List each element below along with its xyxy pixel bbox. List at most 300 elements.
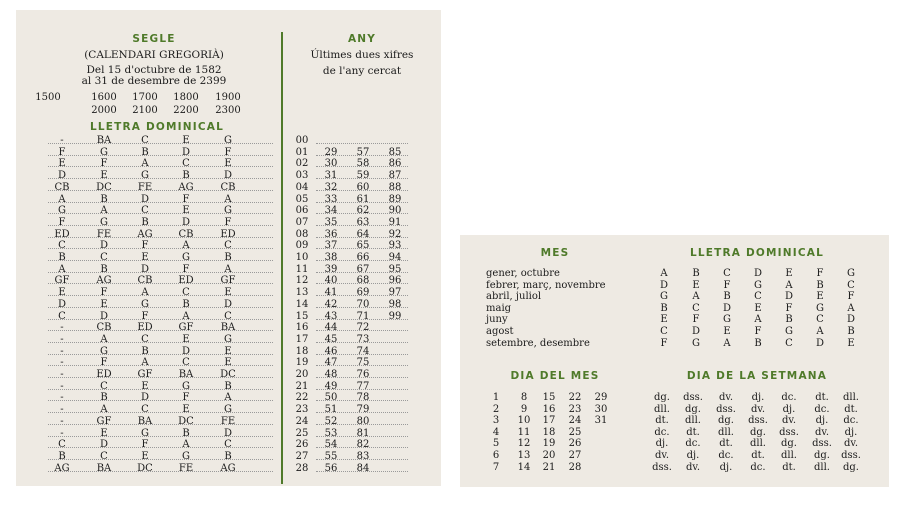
dominical-letter: D [57, 170, 67, 182]
year-digits: 82 [356, 439, 370, 451]
century-label: 1600 [91, 92, 117, 103]
dotted-guide [48, 424, 273, 425]
year-digits: 49 [324, 380, 338, 392]
year-digits: 05 [295, 193, 309, 205]
dominical-letter: - [60, 322, 64, 334]
year-digits: 72 [356, 322, 370, 334]
year-digits: 25 [295, 427, 309, 439]
dominical-letter: A [141, 158, 149, 170]
dominical-letter: D [181, 146, 191, 158]
table-row [16, 451, 441, 463]
dominical-letter: E [141, 380, 149, 392]
year-digits: 58 [356, 158, 370, 170]
year-digits: 59 [356, 170, 370, 182]
year-digits: 81 [356, 427, 370, 439]
dotted-guide [48, 272, 273, 273]
dominical-letter: GF [96, 415, 112, 427]
month-dominical-letter: G [754, 279, 762, 291]
dominical-letter: BA [96, 135, 112, 146]
table-row [16, 217, 441, 229]
dominical-letter: D [57, 298, 67, 310]
dominical-letter: E [224, 158, 232, 170]
year-digits: 28 [295, 462, 309, 474]
day-number: 21 [542, 461, 556, 473]
year-digits: 54 [324, 439, 338, 451]
month-dominical-letter: E [847, 337, 855, 349]
year-digits: 57 [356, 146, 370, 158]
day-row [460, 427, 889, 439]
month-dominical-letter: D [753, 268, 763, 279]
dominical-letter: E [182, 205, 190, 217]
dominical-letter: AG [137, 228, 153, 240]
month-dominical-letter: A [723, 337, 731, 349]
dominical-letter: C [141, 135, 149, 146]
year-digits: 19 [295, 357, 309, 369]
dominical-letter: F [141, 310, 149, 322]
month-dominical-letter: D [846, 314, 856, 326]
dominical-letter: G [182, 252, 190, 263]
year-digits: 31 [324, 170, 338, 182]
dominical-letter: D [99, 439, 109, 451]
month-dominical-letter: G [660, 291, 668, 303]
weekday-abbr: dc. [843, 415, 859, 427]
dotted-guide [48, 260, 273, 261]
month-dominical-letter: F [723, 279, 731, 291]
year-digits: 55 [324, 450, 338, 462]
dominical-letter: E [58, 287, 66, 299]
month-dominical-letter: E [754, 302, 762, 314]
day-number: 28 [568, 461, 582, 473]
dominical-letter: - [60, 415, 64, 427]
day-number: 26 [568, 438, 582, 450]
year-digits: 56 [324, 462, 338, 474]
day-row [460, 404, 889, 416]
table-row [16, 369, 441, 381]
year-digits: 09 [295, 240, 309, 252]
weekday-abbr: dj. [782, 403, 796, 415]
year-digits: 88 [388, 181, 402, 193]
month-name: juny [486, 314, 508, 326]
dominical-letter: E [224, 287, 232, 299]
day-number: 24 [568, 415, 582, 427]
table-row [16, 299, 441, 311]
month-dominical-letter: C [660, 326, 668, 337]
weekday-abbr: dt. [815, 392, 829, 403]
month-dominical-letter: D [722, 302, 732, 314]
dominical-letter: C [58, 310, 66, 322]
year-digits: 11 [295, 263, 309, 275]
month-dominical-letter: E [785, 268, 793, 279]
dominical-letter: ED [54, 228, 70, 240]
day-number: 20 [542, 450, 556, 461]
dominical-letter: B [58, 450, 66, 462]
lletra-dominical-header: LLETRA DOMINICAL [90, 121, 224, 133]
dominical-letter: - [60, 427, 64, 439]
month-dominical-letter: E [660, 314, 668, 326]
dominical-letter: F [141, 439, 149, 451]
month-dominical-letter: B [723, 291, 731, 303]
dominical-letter: G [58, 205, 66, 217]
dominical-letter: AG [96, 275, 112, 287]
year-digits: 39 [324, 263, 338, 275]
day-number: 7 [492, 461, 500, 473]
year-digits: 87 [388, 170, 402, 182]
day-number: 10 [517, 415, 531, 427]
year-digits: 71 [356, 310, 370, 322]
year-digits: 38 [324, 252, 338, 263]
month-name: setembre, desembre [486, 337, 590, 349]
day-number: 1 [492, 392, 500, 403]
month-dominical-letter: D [815, 337, 825, 349]
dotted-guide [48, 330, 273, 331]
right-lletra-dominical-header: LLETRA DOMINICAL [690, 247, 824, 259]
dominical-letter: E [100, 170, 108, 182]
year-digits: 75 [356, 357, 370, 369]
year-digits: 48 [324, 369, 338, 380]
month-dominical-letter: B [660, 302, 668, 314]
dotted-guide [48, 377, 273, 378]
dominical-letter: FE [220, 415, 236, 427]
dotted-guide [48, 471, 273, 472]
dominical-letter: ED [137, 322, 153, 334]
dominical-letter: C [182, 287, 190, 299]
year-digits: 36 [324, 228, 338, 240]
weekday-abbr: dt. [844, 403, 858, 415]
month-dominical-letter: G [723, 314, 731, 326]
segle-header: SEGLE [132, 33, 176, 45]
dominical-letter: FE [96, 228, 112, 240]
dominical-letter: C [224, 310, 232, 322]
weekday-abbr: dss. [748, 415, 768, 427]
year-digits: 02 [295, 158, 309, 170]
dominical-letter: F [58, 216, 66, 228]
day-number: 2 [492, 403, 500, 415]
weekday-abbr: dc. [814, 403, 830, 415]
year-digits: 30 [324, 158, 338, 170]
day-number: 12 [517, 438, 531, 450]
weekday-abbr: dt. [655, 415, 669, 427]
year-digits: 35 [324, 216, 338, 228]
dotted-guide [48, 365, 273, 366]
dotted-guide [48, 459, 273, 460]
year-digits: 95 [388, 263, 402, 275]
table-row [16, 287, 441, 299]
year-digits: 16 [295, 322, 309, 334]
dominical-letter: A [58, 193, 66, 205]
weekday-abbr: dv. [781, 415, 797, 427]
year-digits: 33 [324, 193, 338, 205]
weekday-abbr: dll. [814, 461, 830, 473]
table-row [16, 392, 441, 404]
month-dominical-letter: E [723, 326, 731, 337]
dominical-letter: F [182, 193, 190, 205]
dominical-letter: CB [54, 181, 70, 193]
year-digits: 93 [388, 240, 402, 252]
month-dominical-letter: F [847, 291, 855, 303]
dominical-letter: E [58, 158, 66, 170]
day-number: 25 [568, 426, 582, 438]
dominical-letter: B [141, 146, 149, 158]
dominical-letter: AG [54, 462, 70, 474]
weekday-abbr: dj. [844, 426, 858, 438]
year-digits: 97 [388, 287, 402, 299]
year-digits: 23 [295, 404, 309, 416]
dominical-letter: E [182, 333, 190, 345]
year-digits: 83 [356, 450, 370, 462]
month-dominical-letter: D [784, 291, 794, 303]
weekday-abbr: dv. [654, 450, 670, 461]
table-row [16, 311, 441, 323]
dominical-letter: CB [220, 181, 236, 193]
weekday-abbr: dll. [718, 426, 734, 438]
weekday-abbr: dg. [814, 450, 830, 461]
dotted-guide [48, 412, 273, 413]
month-dominical-letter: C [754, 291, 762, 303]
dominical-letter: AG [220, 462, 236, 474]
month-dominical-letter: F [816, 268, 824, 279]
dominical-letter: GF [54, 275, 70, 287]
dotted-guide [48, 319, 273, 320]
mes-header: MES [540, 247, 570, 259]
table-row [16, 240, 441, 252]
dominical-letter: C [182, 357, 190, 369]
year-digits: 78 [356, 392, 370, 404]
dominical-letter: G [224, 404, 232, 416]
year-digits: 62 [356, 205, 370, 217]
weekday-abbr: dg. [718, 415, 734, 427]
month-dominical-letter: C [692, 302, 700, 314]
century-label: 2300 [215, 105, 241, 116]
year-digits: 99 [388, 310, 402, 322]
dominical-letter: - [60, 392, 64, 404]
dominical-letter: F [224, 146, 232, 158]
month-dominical-letter: D [659, 279, 669, 291]
dominical-letter: D [223, 170, 233, 182]
year-digits: 34 [324, 205, 338, 217]
table-row [16, 147, 441, 159]
dominical-letter: A [224, 392, 232, 404]
month-row [460, 338, 889, 350]
table-row [16, 252, 441, 264]
month-dominical-letter: C [847, 279, 855, 291]
year-digits: 00 [295, 135, 309, 146]
dominical-letter: B [182, 170, 190, 182]
dominical-letter: F [100, 158, 108, 170]
table-row [16, 439, 441, 451]
month-dominical-letter: F [692, 314, 700, 326]
dotted-guide [48, 400, 273, 401]
year-digits: 17 [295, 333, 309, 345]
dominical-letter: B [100, 263, 108, 275]
dominical-letter: A [141, 287, 149, 299]
weekday-abbr: dc. [718, 450, 734, 461]
month-dominical-letter: A [754, 314, 762, 326]
year-digits: 04 [295, 181, 309, 193]
day-number: 8 [520, 392, 528, 403]
day-row [460, 415, 889, 427]
year-digits: 65 [356, 240, 370, 252]
year-digits: 91 [388, 216, 402, 228]
month-dominical-letter: G [785, 326, 793, 337]
table-row [16, 463, 441, 475]
year-digits: 68 [356, 275, 370, 287]
weekday-abbr: dg. [685, 403, 701, 415]
weekday-abbr: dss. [716, 403, 736, 415]
year-digits: 10 [295, 252, 309, 263]
dominical-letter: E [100, 298, 108, 310]
dominical-letter: C [141, 333, 149, 345]
dominical-letter: C [100, 380, 108, 392]
dominical-letter: DC [137, 462, 153, 474]
century-year-panel [16, 10, 441, 486]
dominical-letter: FE [137, 181, 153, 193]
dominical-letter: G [224, 205, 232, 217]
year-digits: 76 [356, 369, 370, 380]
weekday-abbr: dss. [812, 438, 832, 450]
table-row [16, 322, 441, 334]
dominical-letter: E [182, 135, 190, 146]
dominical-letter: B [58, 252, 66, 263]
dotted-guide [48, 166, 273, 167]
year-digits: 21 [295, 380, 309, 392]
month-dominical-letter: G [692, 337, 700, 349]
weekday-abbr: dj. [815, 415, 829, 427]
dominical-letter: - [60, 357, 64, 369]
month-dominical-letter: G [816, 302, 824, 314]
weekday-abbr: dg. [750, 426, 766, 438]
day-number: 14 [517, 461, 531, 473]
dominical-letter: ED [220, 228, 236, 240]
any-description-line2: de l'any cercat [322, 65, 402, 77]
month-dominical-letter: B [754, 337, 762, 349]
year-digits: 64 [356, 228, 370, 240]
dominical-letter: G [100, 146, 108, 158]
year-digits: 85 [388, 146, 402, 158]
day-number: 13 [517, 450, 531, 461]
month-row [460, 303, 889, 315]
any-header: ANY [347, 33, 377, 45]
month-dominical-letter: G [847, 268, 855, 279]
year-digits: 94 [388, 252, 402, 263]
dominical-letter: A [100, 333, 108, 345]
table-row [16, 404, 441, 416]
dominical-letter: D [140, 392, 150, 404]
century-label: 1900 [215, 92, 241, 103]
month-dominical-letter: B [847, 326, 855, 337]
table-row [16, 428, 441, 440]
table-row [16, 357, 441, 369]
dominical-letter: ED [178, 275, 194, 287]
dia-de-la-setmana-header: DIA DE LA SETMANA [686, 370, 828, 382]
dominical-letter: BA [137, 415, 153, 427]
weekday-abbr: dss. [683, 392, 703, 403]
dominical-letter: F [182, 392, 190, 404]
dominical-letter: C [58, 240, 66, 252]
month-row [460, 314, 889, 326]
year-digits: 98 [388, 298, 402, 310]
dominical-letter: DC [96, 181, 112, 193]
table-row [16, 381, 441, 393]
dominical-letter: ED [96, 369, 112, 380]
weekday-abbr: dss. [841, 450, 861, 461]
weekday-abbr: dv. [685, 461, 701, 473]
dominical-letter: E [224, 357, 232, 369]
dominical-letter: A [224, 263, 232, 275]
day-number: 9 [520, 403, 528, 415]
day-number: 17 [542, 415, 556, 427]
date-range-line1: Del 15 d'octubre de 1582 [86, 64, 222, 76]
weekday-abbr: dv. [750, 403, 766, 415]
month-row [460, 291, 889, 303]
month-dominical-letter: B [816, 279, 824, 291]
dominical-letter: A [224, 193, 232, 205]
dotted-guide [48, 389, 273, 390]
dominical-letter: D [223, 298, 233, 310]
dotted-guide [48, 354, 273, 355]
dominical-letter: A [182, 439, 190, 451]
dominical-letter: G [182, 380, 190, 392]
dominical-letter: D [140, 193, 150, 205]
year-digits: 03 [295, 170, 309, 182]
weekday-abbr: dg. [654, 392, 670, 403]
year-digits: 40 [324, 275, 338, 287]
dotted-guide [48, 342, 273, 343]
dominical-letter: DC [178, 415, 194, 427]
dotted-guide [48, 295, 273, 296]
dominical-letter: E [224, 345, 232, 357]
weekday-abbr: dss. [779, 426, 799, 438]
month-row [460, 280, 889, 292]
day-row [460, 392, 889, 404]
year-digits: 73 [356, 333, 370, 345]
year-digits: 37 [324, 240, 338, 252]
year-digits: 27 [295, 450, 309, 462]
day-number: 27 [568, 450, 582, 461]
month-dominical-letter: E [816, 291, 824, 303]
dominical-letter: CB [137, 275, 153, 287]
year-digits: 13 [295, 287, 309, 299]
month-name: abril, juliol [486, 291, 542, 303]
month-dominical-letter: C [785, 337, 793, 349]
dominical-letter: B [224, 252, 232, 263]
year-digits: 45 [324, 333, 338, 345]
month-row [460, 326, 889, 338]
year-digits: 96 [388, 275, 402, 287]
year-digits: 20 [295, 369, 309, 380]
century-label: 1700 [132, 92, 158, 103]
year-digits: 63 [356, 216, 370, 228]
dotted-guide [48, 155, 273, 156]
dotted-guide [48, 237, 273, 238]
year-digits: 15 [295, 310, 309, 322]
dominical-letter: GF [178, 322, 194, 334]
table-row [16, 205, 441, 217]
year-digits: 22 [295, 392, 309, 404]
year-digits: 24 [295, 415, 309, 427]
year-digits: 86 [388, 158, 402, 170]
year-digits: 53 [324, 427, 338, 439]
dominical-letter: CB [96, 322, 112, 334]
dominical-letter: G [100, 216, 108, 228]
month-dominical-letter: E [692, 279, 700, 291]
year-digits: 66 [356, 252, 370, 263]
dominical-letter: F [224, 216, 232, 228]
calendar-name: (CALENDARI GREGORIÀ) [84, 49, 224, 61]
weekday-abbr: dll. [654, 403, 670, 415]
dominical-letter: A [182, 240, 190, 252]
weekday-abbr: dc. [750, 461, 766, 473]
dominical-letter: B [100, 392, 108, 404]
